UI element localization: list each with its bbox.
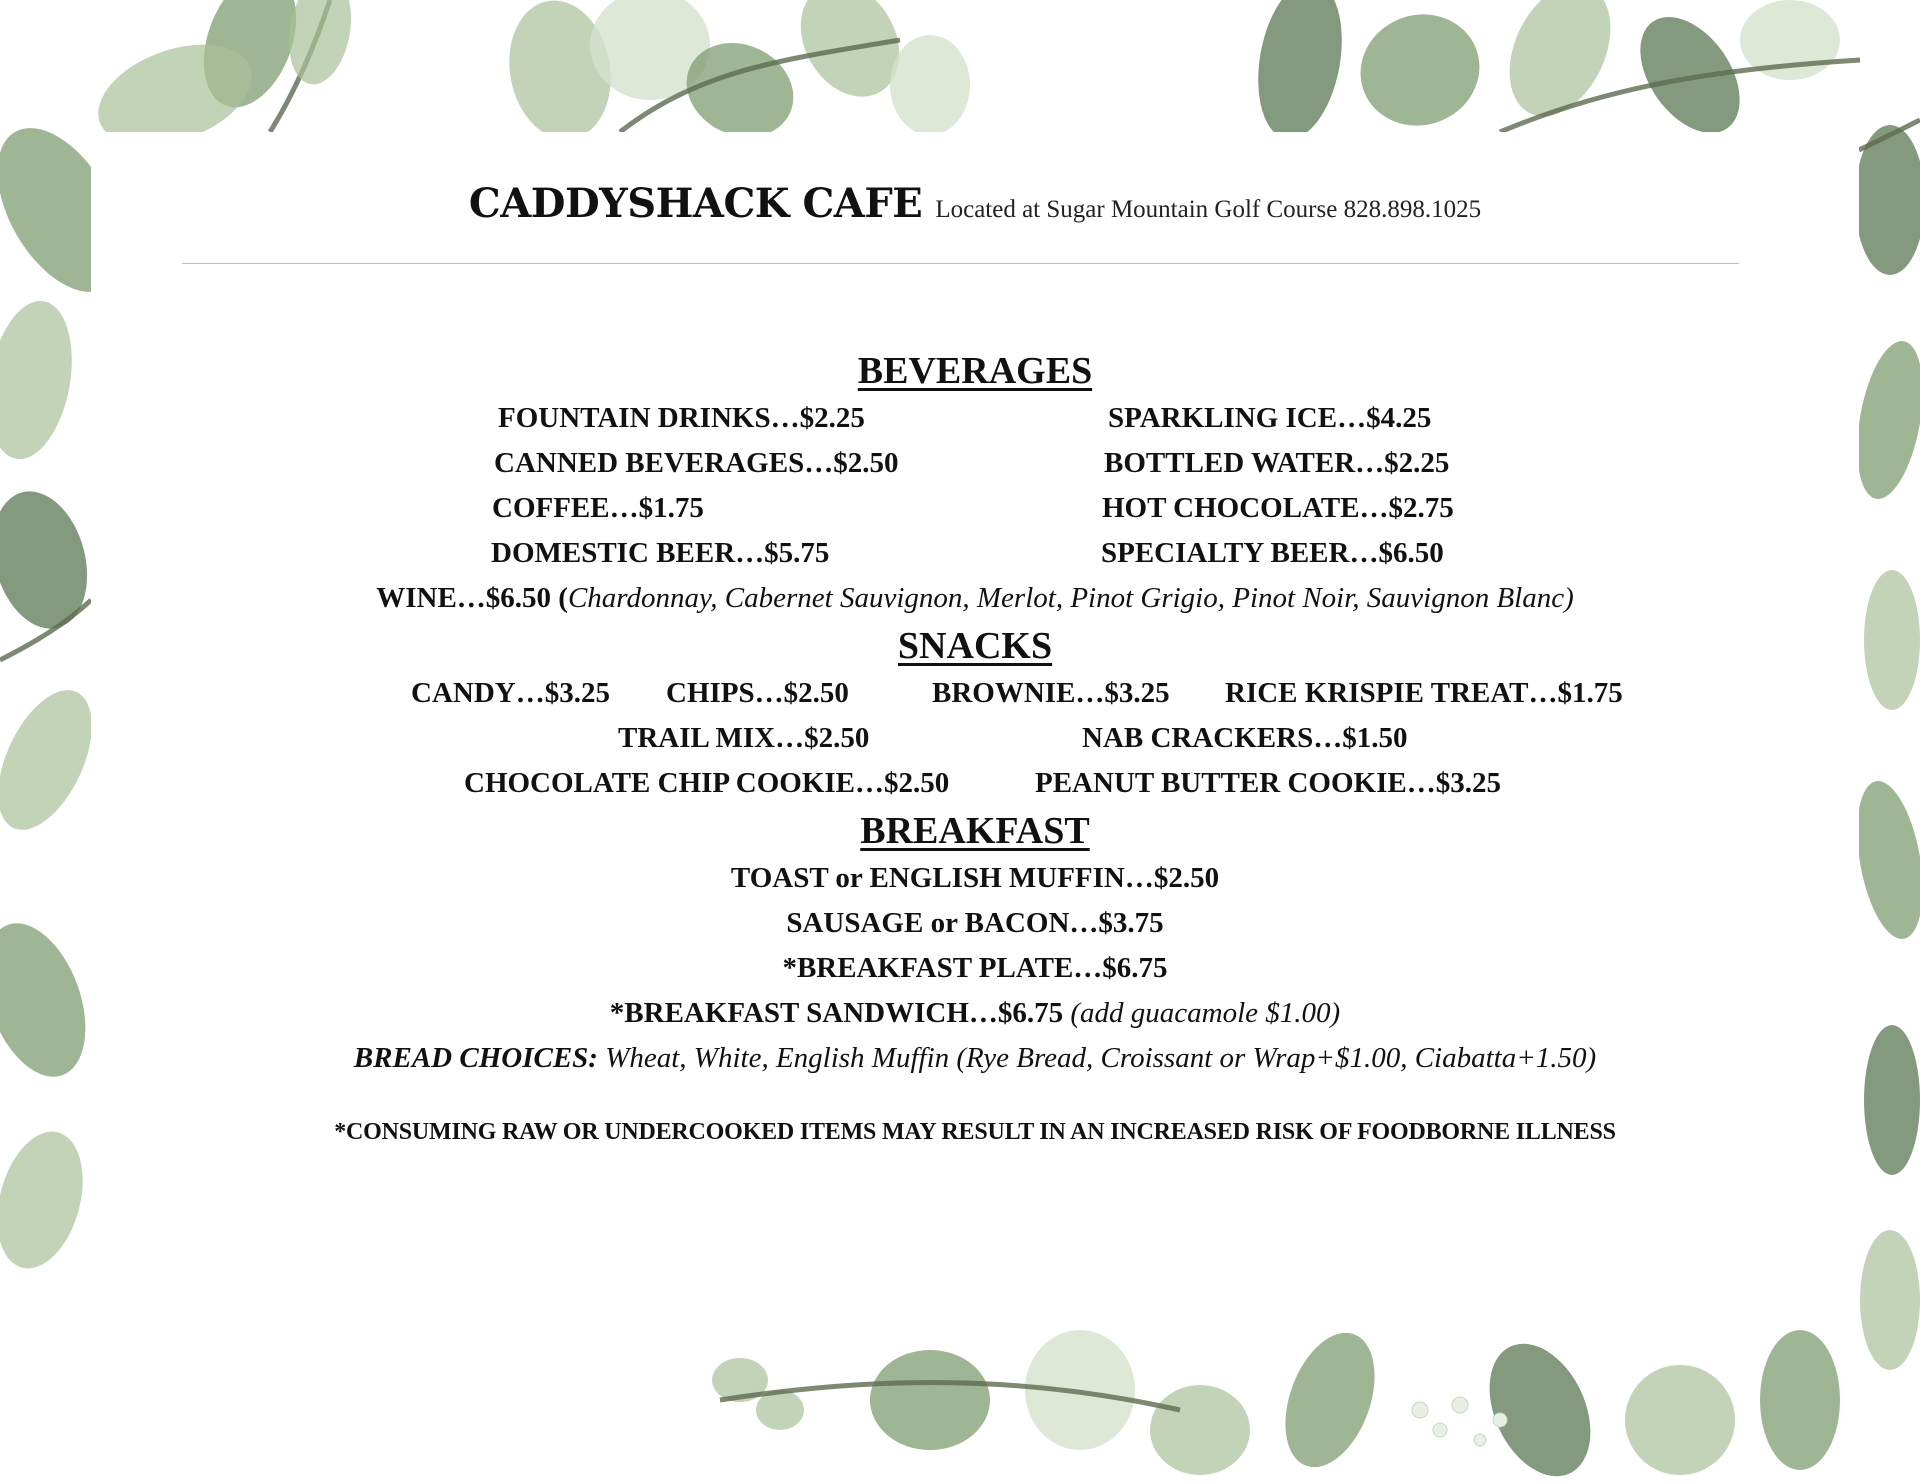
food-safety-warning: *CONSUMING RAW OR UNDERCOOKED ITEMS MAY RESULT IN AN INCREASED RISK OF FOODBORNE ILLNESS [334,1119,1616,1145]
cafe-name: CADDYSHACK CAFE [468,180,923,227]
menu-item: BOTTLED WATER…$2.25 [1104,447,1450,479]
menu-card [91,132,1859,1322]
menu-header [91,180,1859,227]
menu-item: *BREAKFAST SANDWICH…$6.75 [609,997,1064,1029]
menu-item: TOAST or ENGLISH MUFFIN…$2.50 [730,862,1220,894]
menu-item: *BREAKFAST PLATE…$6.75 [782,952,1168,984]
cafe-location: Located at Sugar Mountain Golf Course 828.898.1025 [935,196,1482,223]
menu-row [91,716,1859,761]
wine-price: WINE…$6.50 ( [376,582,568,614]
menu-item: TRAIL MIX…$2.50 [618,722,870,754]
menu-item: BROWNIE…$3.25 [932,677,1170,709]
menu-item: DOMESTIC BEER…$5.75 [491,537,830,569]
menu-item: FOUNTAIN DRINKS…$2.25 [498,402,865,434]
menu-item: SPECIALTY BEER…$6.50 [1101,537,1444,569]
menu-row [91,901,1859,946]
menu-row [91,531,1859,576]
menu-item: CANNED BEVERAGES…$2.50 [494,447,899,479]
menu-row [91,441,1859,486]
menu-row [91,761,1859,806]
bread-options: Wheat, White, English Muffin (Rye Bread, Croissant or Wrap+$1.00, Ciabatta+1.50) [605,1042,1597,1074]
header-divider [182,263,1739,264]
menu-row [91,486,1859,531]
wine-row [91,576,1859,621]
menu-row [91,946,1859,991]
bread-row [91,1036,1859,1081]
menu-item: RICE KRISPIE TREAT…$1.75 [1225,677,1623,709]
menu-item: SPARKLING ICE…$4.25 [1108,402,1432,434]
menu-row [91,991,1859,1036]
menu-item: CANDY…$3.25 [411,677,610,709]
menu-item: HOT CHOCOLATE…$2.75 [1102,492,1454,524]
beverages-heading: BEVERAGES [857,350,1093,392]
bread-label: BREAD CHOICES: [353,1042,598,1074]
menu-row [91,396,1859,441]
breakfast-heading: BREAKFAST [860,810,1090,852]
menu-row [91,856,1859,901]
menu-item: COFFEE…$1.75 [492,492,704,524]
snacks-heading: SNACKS [897,625,1053,667]
sandwich-note: (add guacamole $1.00) [1070,997,1341,1029]
menu-body [91,346,1859,1146]
menu-item: PEANUT BUTTER COOKIE…$3.25 [1035,767,1501,799]
wine-varieties: Chardonnay, Cabernet Sauvignon, Merlot, Pinot Grigio, Pinot Noir, Sauvignon Blanc) [567,582,1574,614]
menu-item: CHIPS…$2.50 [666,677,849,709]
menu-item: CHOCOLATE CHIP COOKIE…$2.50 [464,767,950,799]
menu-row [91,671,1859,716]
menu-item: SAUSAGE or BACON…$3.75 [786,907,1164,939]
menu-item: NAB CRACKERS…$1.50 [1082,722,1408,754]
